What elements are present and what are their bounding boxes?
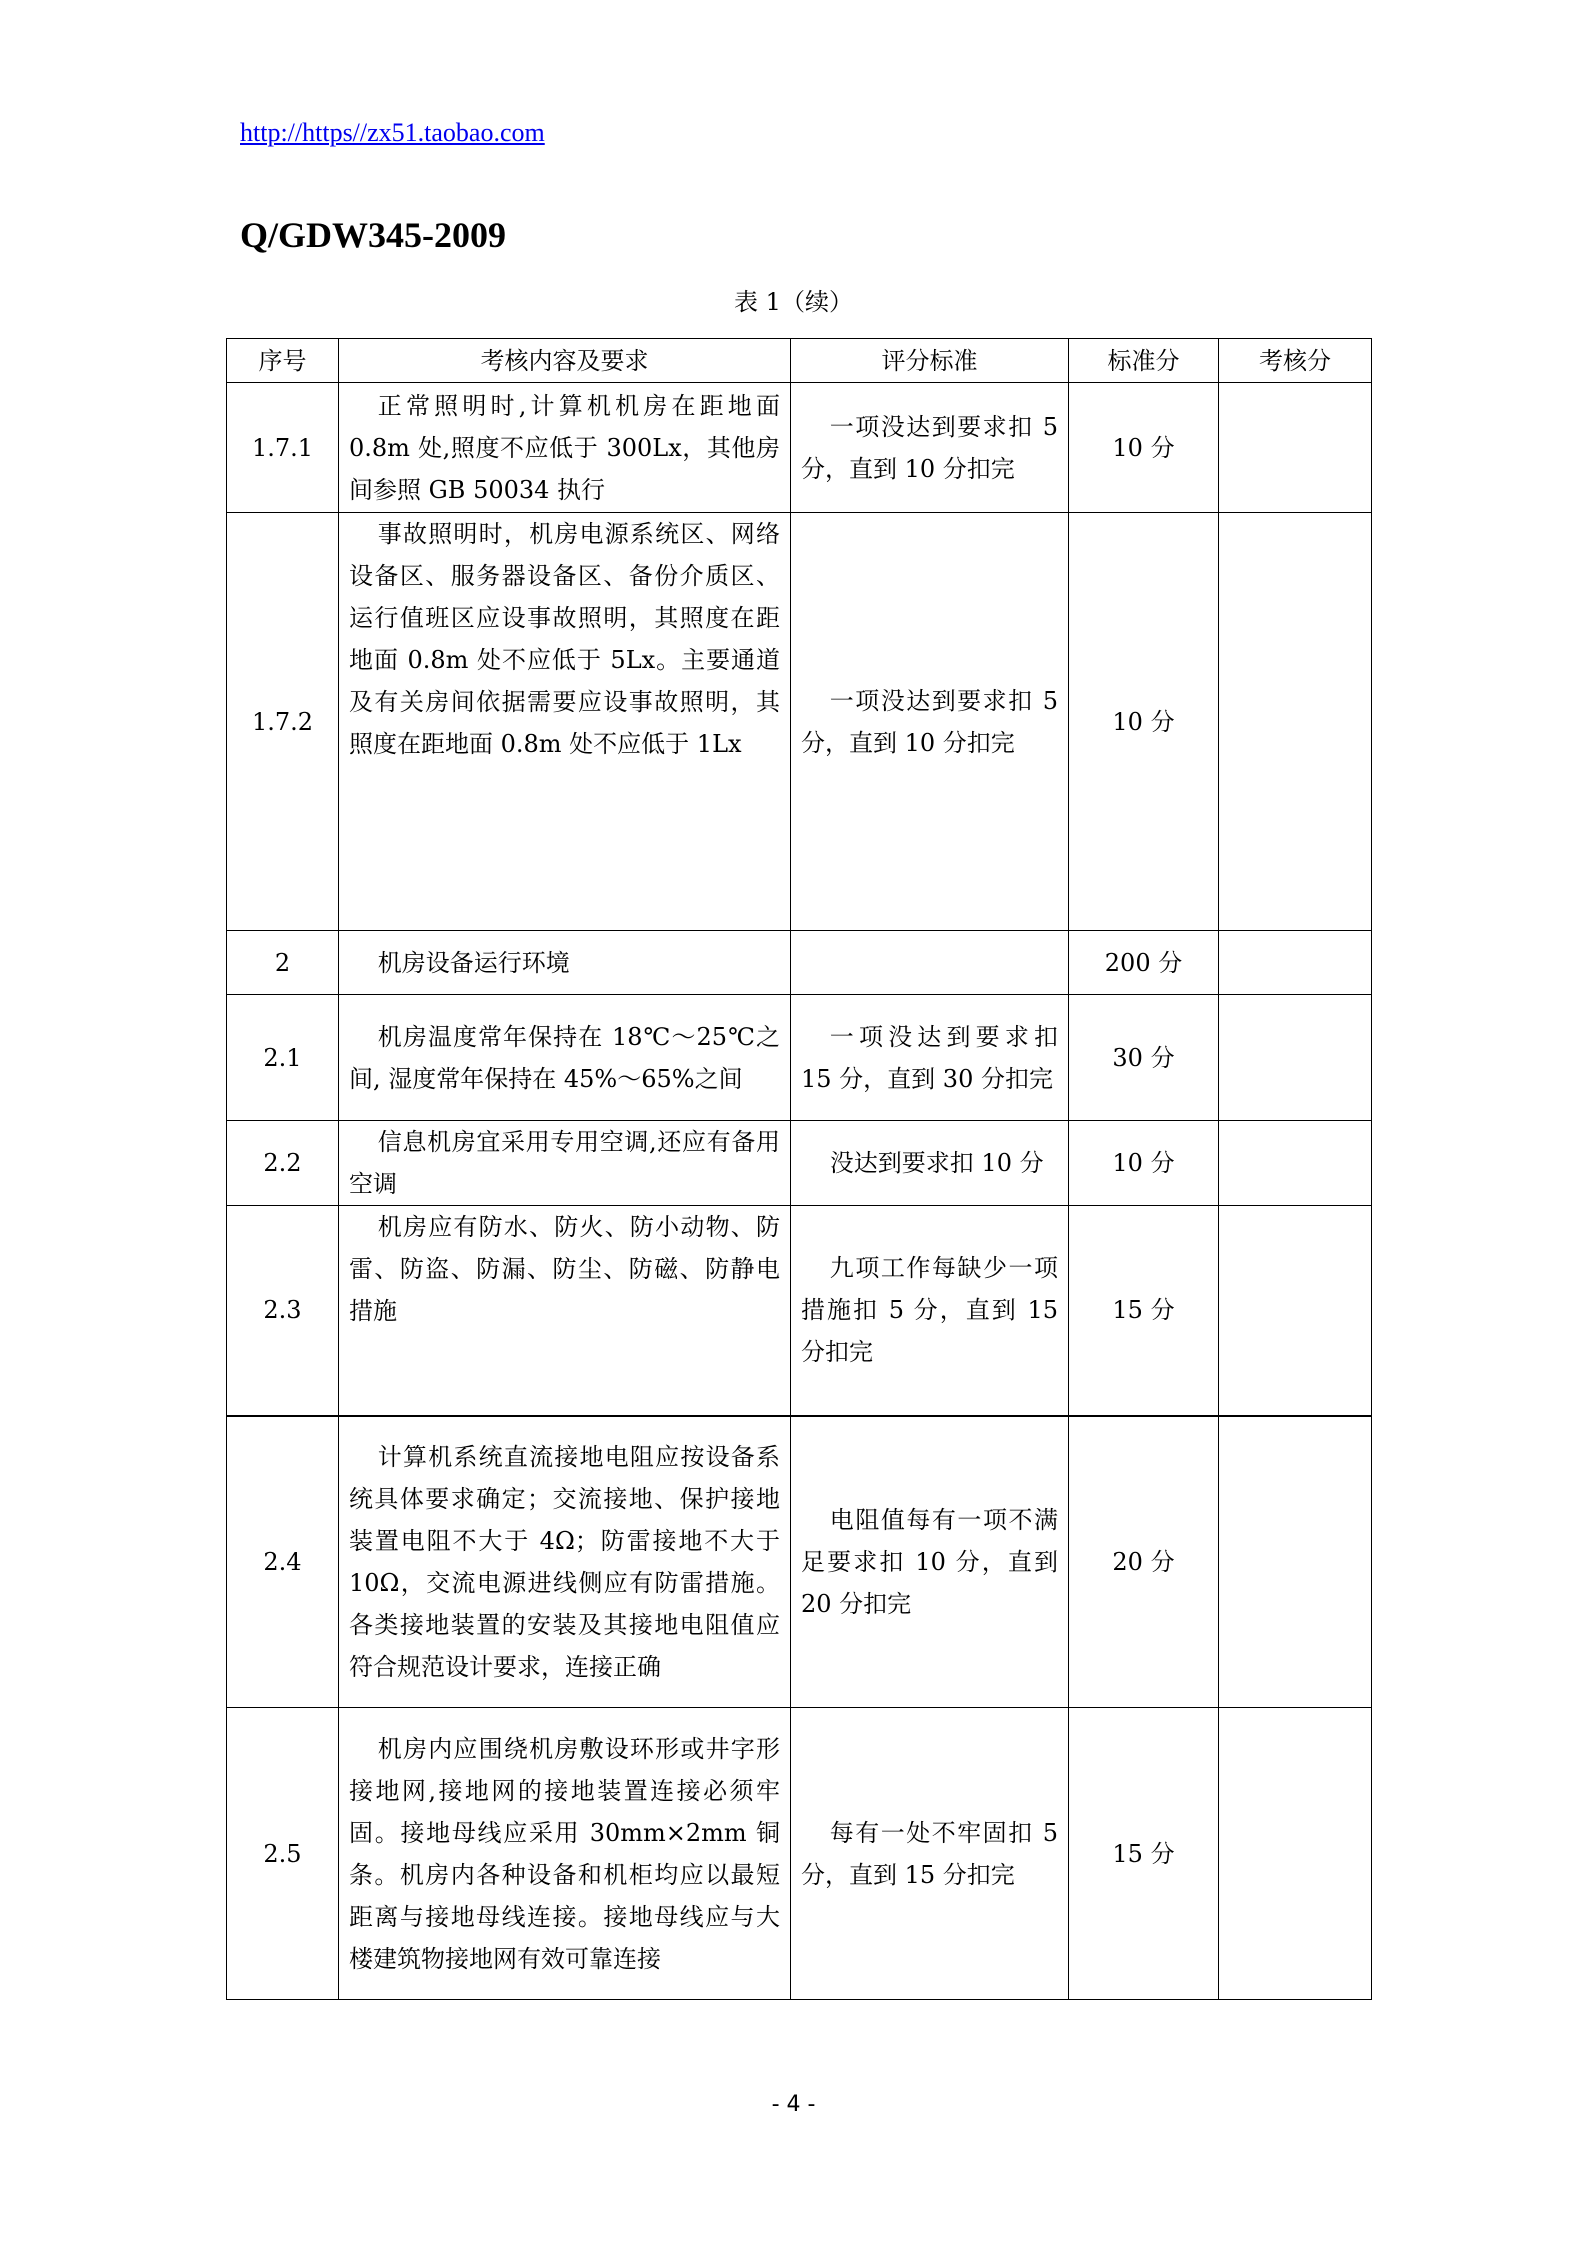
row-result[interactable] xyxy=(1219,1708,1372,2000)
document-id: Q/GDW345-2009 xyxy=(240,215,506,255)
table-row xyxy=(227,931,1372,995)
row-result[interactable] xyxy=(1219,1206,1372,1416)
col-header-criteria: 评分标准 xyxy=(791,339,1069,383)
table-row xyxy=(227,995,1372,1121)
page-number: - 4 - xyxy=(771,2092,816,2117)
row-score: 10 分 xyxy=(1069,383,1219,513)
row-result[interactable] xyxy=(1219,513,1372,931)
col-header-no: 序号 xyxy=(227,339,339,383)
row-no: 2.4 xyxy=(227,1416,339,1708)
row-score: 15 分 xyxy=(1069,1206,1219,1416)
row-content: 信息机房宜采用专用空调,还应有备用空调 xyxy=(339,1121,791,1206)
table-caption: 表 1（续） xyxy=(734,288,853,316)
table-row xyxy=(227,1708,1372,2000)
table-row xyxy=(227,1416,1372,1708)
col-header-result: 考核分 xyxy=(1219,339,1372,383)
row-criteria: 一项没达到要求扣 15 分，直到 30 分扣完 xyxy=(791,995,1069,1121)
assessment-table xyxy=(226,338,1372,2000)
row-criteria: 一项没达到要求扣 5 分，直到 10 分扣完 xyxy=(791,513,1069,931)
table-row xyxy=(227,513,1372,931)
row-score: 20 分 xyxy=(1069,1416,1219,1708)
row-content: 机房设备运行环境 xyxy=(339,931,791,995)
row-content: 计算机系统直流接地电阻应按设备系统具体要求确定；交流接地、保护接地装置电阻不大于 4Ω；防雷接地不大于 10Ω，交流电源进线侧应有防雷措施。各类接地装置的安装及其接地电阻值应符合规范设计要求，连接正确 xyxy=(339,1416,791,1708)
table-row xyxy=(227,1121,1372,1206)
row-content: 机房温度常年保持在 18℃～25℃之间, 湿度常年保持在 45%～65%之间 xyxy=(339,995,791,1121)
header-link[interactable]: http://https//zx51.taobao.com xyxy=(240,118,545,147)
row-criteria: 电阻值每有一项不满足要求扣 10 分，直到 20 分扣完 xyxy=(791,1416,1069,1708)
table-row xyxy=(227,1206,1372,1416)
row-criteria xyxy=(791,931,1069,995)
row-no: 2.5 xyxy=(227,1708,339,2000)
row-no: 2.3 xyxy=(227,1206,339,1416)
row-criteria: 一项没达到要求扣 5 分，直到 10 分扣完 xyxy=(791,383,1069,513)
row-content: 正常照明时,计算机机房在距地面 0.8m 处,照度不应低于 300Lx，其他房间参照 GB 50034 执行 xyxy=(339,383,791,513)
row-result[interactable] xyxy=(1219,1121,1372,1206)
row-no: 2.2 xyxy=(227,1121,339,1206)
row-content: 事故照明时，机房电源系统区、网络设备区、服务器设备区、备份介质区、运行值班区应设事故照明，其照度在距地面 0.8m 处不应低于 5Lx。主要通道及有关房间依据需要应设事故照明，其照度在距地面 0.8m 处不应低于 1Lx xyxy=(339,513,791,931)
row-criteria: 九项工作每缺少一项措施扣 5 分，直到 15 分扣完 xyxy=(791,1206,1069,1416)
row-no: 2 xyxy=(227,931,339,995)
row-no: 1.7.1 xyxy=(227,383,339,513)
row-score: 30 分 xyxy=(1069,995,1219,1121)
row-no: 1.7.2 xyxy=(227,513,339,931)
col-header-score: 标准分 xyxy=(1069,339,1219,383)
row-score: 200 分 xyxy=(1069,931,1219,995)
row-result[interactable] xyxy=(1219,931,1372,995)
row-score: 10 分 xyxy=(1069,1121,1219,1206)
row-result[interactable] xyxy=(1219,995,1372,1121)
table-header-row xyxy=(227,339,1372,383)
row-result[interactable] xyxy=(1219,383,1372,513)
row-score: 15 分 xyxy=(1069,1708,1219,2000)
row-no: 2.1 xyxy=(227,995,339,1121)
row-content: 机房应有防水、防火、防小动物、防雷、防盗、防漏、防尘、防磁、防静电措施 xyxy=(339,1206,791,1416)
row-criteria: 每有一处不牢固扣 5 分，直到 15 分扣完 xyxy=(791,1708,1069,2000)
col-header-content: 考核内容及要求 xyxy=(339,339,791,383)
table-row xyxy=(227,383,1372,513)
row-result[interactable] xyxy=(1219,1416,1372,1708)
row-criteria: 没达到要求扣 10 分 xyxy=(791,1121,1069,1206)
row-content: 机房内应围绕机房敷设环形或井字形接地网,接地网的接地装置连接必须牢固。接地母线应采用 30mm×2mm 铜条。机房内各种设备和机柜均应以最短距离与接地母线连接。接地母线应与大楼建筑物接地网有效可靠连接 xyxy=(339,1708,791,2000)
row-score: 10 分 xyxy=(1069,513,1219,931)
